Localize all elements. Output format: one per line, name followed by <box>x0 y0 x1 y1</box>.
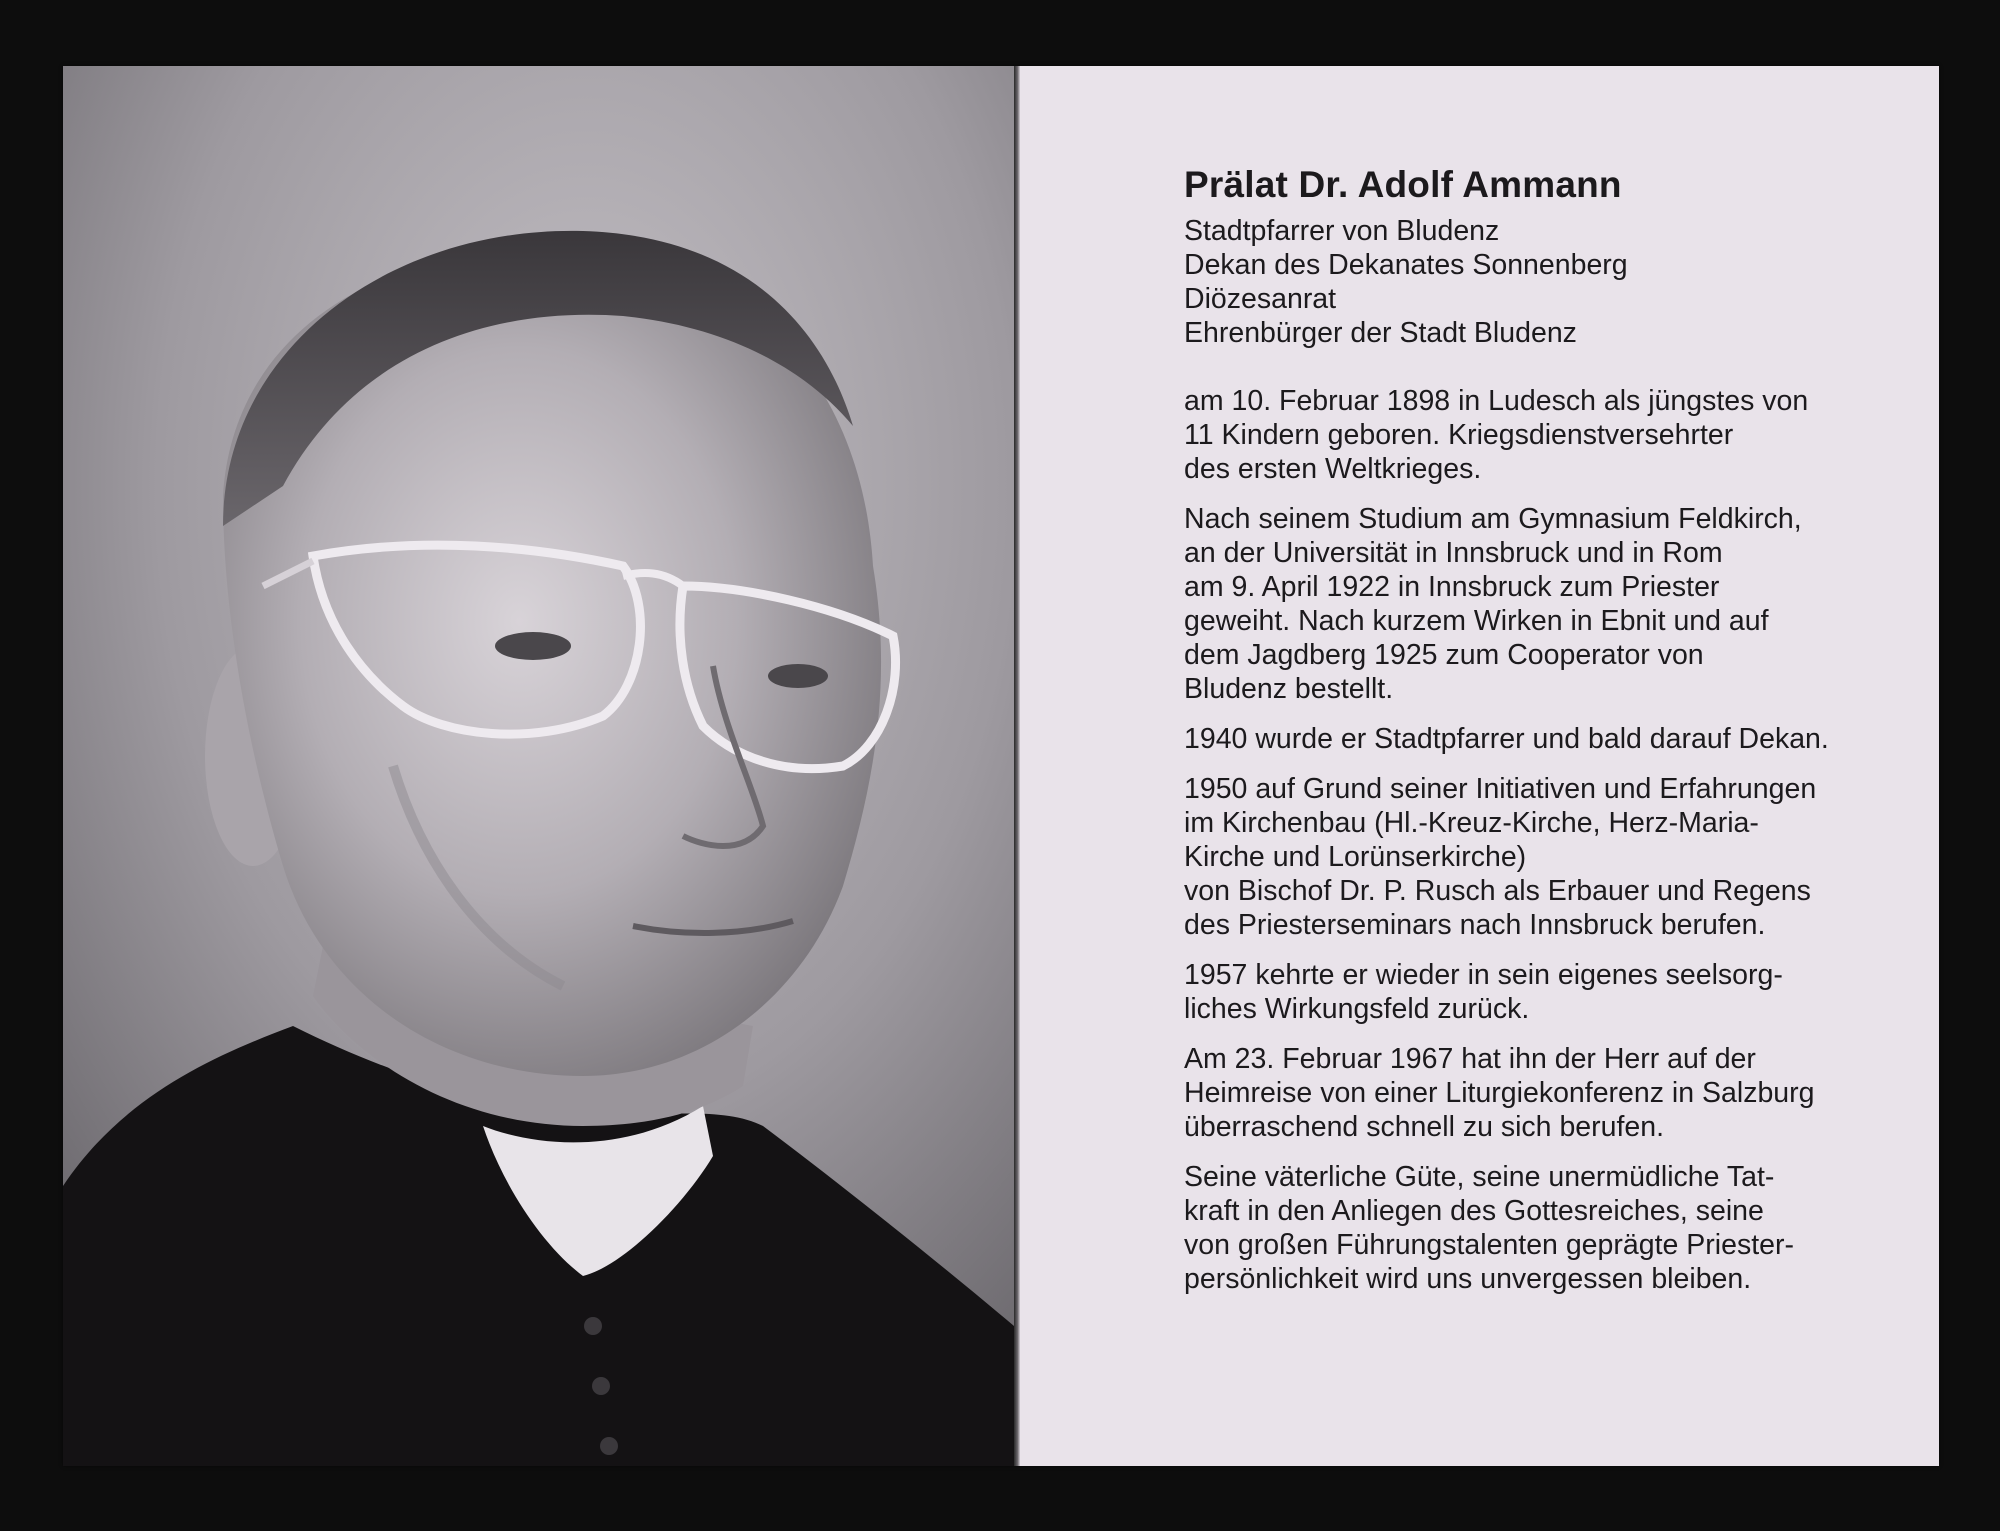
paragraph-line: dem Jagdberg 1925 zum Cooperator von <box>1184 639 1704 671</box>
paragraph-line: 1957 kehrte er wieder in sein eigenes seelsorg- <box>1184 959 1783 991</box>
biography-paragraph <box>1184 772 1924 942</box>
paragraph-line: 1950 auf Grund seiner Initiativen und Erfahrungen <box>1184 773 1817 805</box>
paragraph-line: von großen Führungstalenten geprägte Priester- <box>1184 1229 1794 1261</box>
person-name: Prälat Dr. Adolf Ammann <box>1184 164 1622 205</box>
paragraph-line: Kirche und Lorünserkirche) <box>1184 841 1527 873</box>
paragraph-line: des Priesterseminars nach Innsbruck berufen. <box>1184 909 1766 941</box>
paragraph-line: persönlichkeit wird uns unvergessen bleiben. <box>1184 1263 1752 1295</box>
paragraph-line: von Bischof Dr. P. Rusch als Erbauer und Regens <box>1184 875 1811 907</box>
paragraph-line: 11 Kindern geboren. Kriegsdienstversehrter <box>1184 419 1734 451</box>
biography-paragraph <box>1184 722 1924 756</box>
titles-list <box>1184 214 1924 350</box>
biography-paragraph <box>1184 958 1924 1026</box>
paragraph-line: geweiht. Nach kurzem Wirken in Ebnit und auf <box>1184 605 1769 637</box>
title-line: Dekan des Dekanates Sonnenberg <box>1184 249 1628 281</box>
paragraph-line: 1940 wurde er Stadtpfarrer und bald darauf Dekan. <box>1184 723 1829 755</box>
paragraph-line: des ersten Weltkrieges. <box>1184 453 1482 485</box>
biography-paragraph <box>1184 502 1924 706</box>
memorial-card <box>63 66 1939 1466</box>
biography <box>1184 384 1924 1296</box>
paragraph-line: Seine väterliche Güte, seine unermüdliche Tat- <box>1184 1161 1775 1193</box>
title-line: Stadtpfarrer von Bludenz <box>1184 215 1500 247</box>
paragraph-line: Nach seinem Studium am Gymnasium Feldkirch, <box>1184 503 1802 535</box>
title-line: Diözesanrat <box>1184 283 1337 315</box>
paragraph-line: am 10. Februar 1898 in Ludesch als jüngstes von <box>1184 385 1809 417</box>
biography-paragraph <box>1184 384 1924 486</box>
text-content <box>1184 162 1924 1312</box>
paragraph-line: Am 23. Februar 1967 hat ihn der Herr auf der <box>1184 1043 1756 1075</box>
biography-paragraph <box>1184 1160 1924 1296</box>
text-panel <box>1020 66 1939 1466</box>
biography-paragraph <box>1184 1042 1924 1144</box>
title-line: Ehrenbürger der Stadt Bludenz <box>1184 317 1577 349</box>
paragraph-line: Bludenz bestellt. <box>1184 673 1394 705</box>
paragraph-line: überraschend schnell zu sich berufen. <box>1184 1111 1665 1143</box>
portrait-photo <box>63 66 1014 1466</box>
portrait-illustration <box>63 66 1014 1466</box>
paragraph-line: im Kirchenbau (Hl.-Kreuz-Kirche, Herz-Maria- <box>1184 807 1759 839</box>
paragraph-line: an der Universität in Innsbruck und in Rom <box>1184 537 1723 569</box>
paragraph-line: kraft in den Anliegen des Gottesreiches, seine <box>1184 1195 1764 1227</box>
paragraph-line: liches Wirkungsfeld zurück. <box>1184 993 1530 1025</box>
paragraph-line: Heimreise von einer Liturgiekonferenz in Salzburg <box>1184 1077 1815 1109</box>
paragraph-line: am 9. April 1922 in Innsbruck zum Priester <box>1184 571 1720 603</box>
